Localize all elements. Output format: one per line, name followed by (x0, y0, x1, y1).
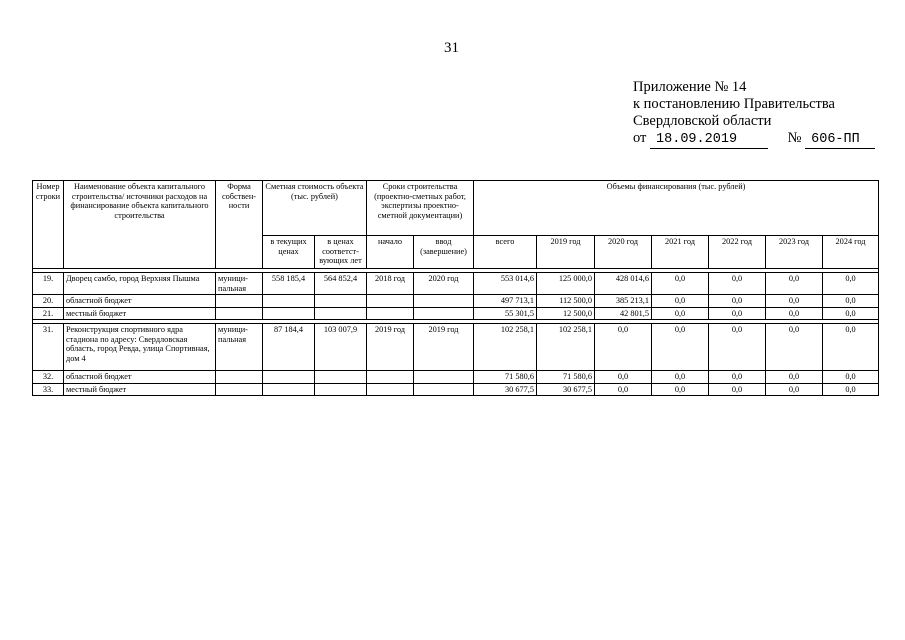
row-number: 19. (33, 273, 64, 295)
row-2021: 0,0 (652, 273, 709, 295)
row-est-adjusted: 103 007,9 (315, 324, 367, 371)
row-est-adjusted (315, 371, 367, 384)
header-estimate: Сметная стоимость объекта (тыс. рублей) (263, 181, 367, 236)
row-ownership: муници-пальная (216, 324, 263, 371)
row-ownership (216, 383, 263, 396)
header-start: начало (367, 236, 414, 269)
row-2020: 0,0 (595, 324, 652, 371)
table-row (33, 295, 879, 308)
appendix-title: Приложение № 14 (633, 79, 747, 95)
resolution-date: 18.09.2019 (650, 131, 768, 149)
row-2020: 0,0 (595, 383, 652, 396)
table-row (33, 273, 879, 295)
row-2024: 0,0 (823, 324, 879, 371)
row-end (414, 371, 474, 384)
row-2021: 0,0 (652, 324, 709, 371)
row-2020: 385 213,1 (595, 295, 652, 308)
row-name: местный бюджет (64, 307, 216, 320)
financing-table (32, 180, 879, 396)
row-2021: 0,0 (652, 295, 709, 308)
row-2022: 0,0 (709, 324, 766, 371)
row-start (367, 371, 414, 384)
row-total: 55 301,5 (474, 307, 537, 320)
row-start: 2018 год (367, 273, 414, 295)
row-est-current: 558 185,4 (263, 273, 315, 295)
table-row (33, 324, 879, 371)
header-est-current: в текущих ценах (263, 236, 315, 269)
row-2023: 0,0 (766, 295, 823, 308)
row-2020: 42 801,5 (595, 307, 652, 320)
row-end (414, 295, 474, 308)
row-2019: 71 580,6 (537, 371, 595, 384)
row-2024: 0,0 (823, 371, 879, 384)
row-start (367, 307, 414, 320)
row-ownership (216, 307, 263, 320)
header-end: ввод (завершение) (414, 236, 474, 269)
row-name: Дворец самбо, город Верхняя Пышма (64, 273, 216, 295)
row-2023: 0,0 (766, 273, 823, 295)
header-2020: 2020 год (595, 236, 652, 269)
row-2021: 0,0 (652, 371, 709, 384)
appendix-block (633, 79, 875, 149)
header-2021: 2021 год (652, 236, 709, 269)
header-2023: 2023 год (766, 236, 823, 269)
row-2021: 0,0 (652, 307, 709, 320)
header-ownership: Форма собствен-ности (216, 181, 263, 269)
appendix-resolution: к постановлению Правительства (633, 96, 835, 112)
row-est-adjusted (315, 307, 367, 320)
page-number: 31 (444, 40, 459, 56)
row-end: 2019 год (414, 324, 474, 371)
row-est-current (263, 383, 315, 396)
table-row (33, 307, 879, 320)
row-total: 71 580,6 (474, 371, 537, 384)
resolution-number: 606-ПП (805, 131, 875, 149)
row-start (367, 295, 414, 308)
header-row-no: Номер строки (33, 181, 64, 269)
row-2024: 0,0 (823, 383, 879, 396)
header-2024: 2024 год (823, 236, 879, 269)
row-est-current: 87 184,4 (263, 324, 315, 371)
row-2022: 0,0 (709, 371, 766, 384)
row-2023: 0,0 (766, 324, 823, 371)
row-2019: 12 500,0 (537, 307, 595, 320)
row-name: Реконструкция спортивного ядра стадиона по адресу: Свердловская область, город Ревда, улица Спортивная, дом 4 (64, 324, 216, 371)
row-number: 20. (33, 295, 64, 308)
row-2024: 0,0 (823, 307, 879, 320)
row-2022: 0,0 (709, 307, 766, 320)
row-est-adjusted (315, 295, 367, 308)
row-end: 2020 год (414, 273, 474, 295)
row-est-adjusted: 564 852,4 (315, 273, 367, 295)
row-2021: 0,0 (652, 383, 709, 396)
header-est-adjusted: в ценах соответст-вующих лет (315, 236, 367, 269)
row-est-current (263, 295, 315, 308)
row-2020: 428 014,6 (595, 273, 652, 295)
row-start (367, 383, 414, 396)
header-total: всего (474, 236, 537, 269)
header-terms: Сроки строительства (проектно-сметных работ, экспертизы проектно-сметной документации) (367, 181, 474, 236)
header-2019: 2019 год (537, 236, 595, 269)
row-2022: 0,0 (709, 273, 766, 295)
row-name: местный бюджет (64, 383, 216, 396)
row-est-current (263, 371, 315, 384)
row-2020: 0,0 (595, 371, 652, 384)
row-est-adjusted (315, 383, 367, 396)
row-2022: 0,0 (709, 383, 766, 396)
row-est-current (263, 307, 315, 320)
header-2022: 2022 год (709, 236, 766, 269)
row-total: 30 677,5 (474, 383, 537, 396)
header-funding: Объемы финансирования (тыс. рублей) (474, 181, 879, 236)
row-2019: 30 677,5 (537, 383, 595, 396)
row-ownership: муници-пальная (216, 273, 263, 295)
row-name: областной бюджет (64, 371, 216, 384)
table-row (33, 371, 879, 384)
row-2019: 102 258,1 (537, 324, 595, 371)
row-end (414, 307, 474, 320)
row-2024: 0,0 (823, 295, 879, 308)
row-2023: 0,0 (766, 307, 823, 320)
appendix-date-line (633, 130, 875, 149)
row-2024: 0,0 (823, 273, 879, 295)
row-2022: 0,0 (709, 295, 766, 308)
row-number: 21. (33, 307, 64, 320)
row-total: 497 713,1 (474, 295, 537, 308)
row-ownership (216, 295, 263, 308)
row-2019: 125 000,0 (537, 273, 595, 295)
date-prefix: от (633, 130, 647, 146)
row-number: 31. (33, 324, 64, 371)
row-name: областной бюджет (64, 295, 216, 308)
row-start: 2019 год (367, 324, 414, 371)
header-name: Наименование объекта капитального строительства/ источники расходов на финансирование объекта капитального строительства (64, 181, 216, 269)
row-number: 33. (33, 383, 64, 396)
row-ownership (216, 371, 263, 384)
row-2019: 112 500,0 (537, 295, 595, 308)
table-row (33, 383, 879, 396)
row-total: 553 014,6 (474, 273, 537, 295)
row-2023: 0,0 (766, 371, 823, 384)
row-total: 102 258,1 (474, 324, 537, 371)
row-2023: 0,0 (766, 383, 823, 396)
number-prefix: № (787, 130, 802, 146)
appendix-region: Свердловской области (633, 113, 772, 129)
row-number: 32. (33, 371, 64, 384)
row-end (414, 383, 474, 396)
